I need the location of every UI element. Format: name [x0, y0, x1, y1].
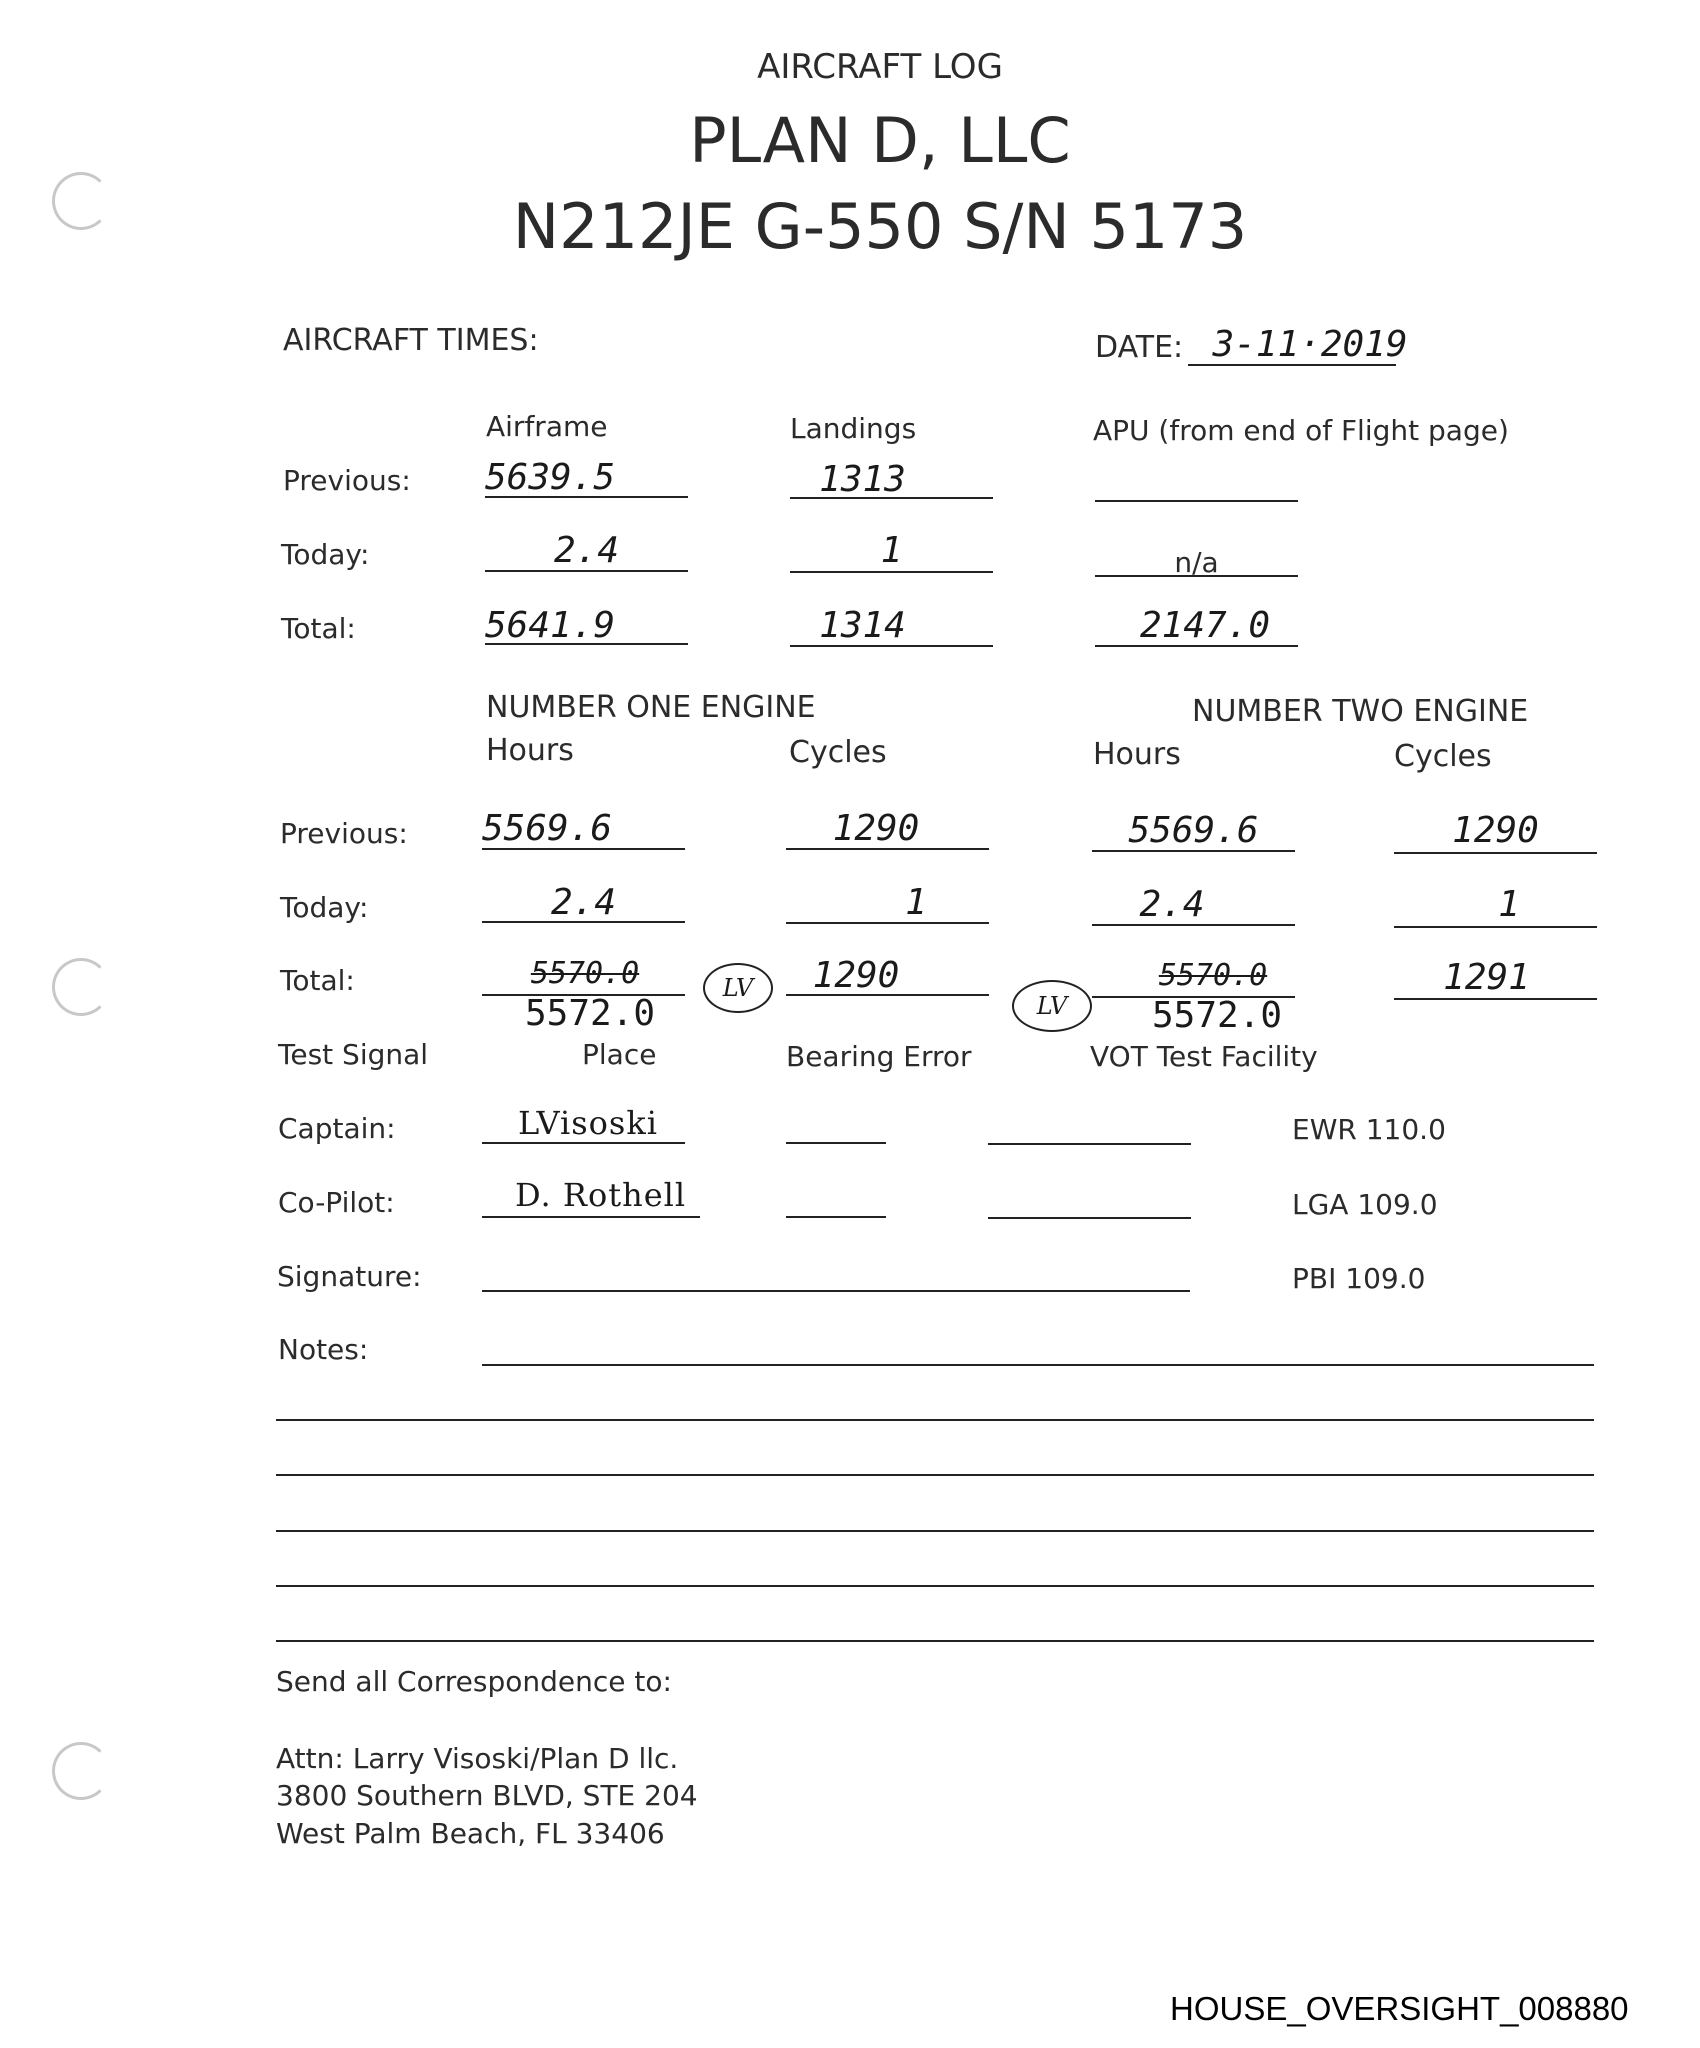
- e1-cycles-today-line: [786, 922, 989, 924]
- landings-today-value: 1: [880, 530, 903, 571]
- e1-hours-total: 5572.0: [524, 993, 656, 1034]
- apu-previous-line: [1095, 500, 1298, 502]
- correspondence-heading: Send all Correspondence to:: [276, 1665, 672, 1698]
- airframe-total-line: [485, 643, 688, 645]
- date-label: DATE:: [1095, 330, 1184, 365]
- copilot-label: Co-Pilot:: [278, 1186, 395, 1219]
- vot-facility-ewr: EWR 110.0: [1292, 1113, 1446, 1146]
- airframe-previous-value: 5639.5: [485, 457, 616, 498]
- aircraft-id: N212JE G-550 S/N 5173: [512, 190, 1248, 263]
- airframe-today-line: [485, 570, 688, 572]
- engines-previous-label: Previous:: [280, 817, 408, 850]
- apu-today-line: [1095, 575, 1298, 577]
- e1-hours-previous-line: [482, 848, 685, 850]
- times-total-label: Total:: [281, 612, 356, 645]
- copilot-place-line: [482, 1216, 700, 1218]
- log-subtitle: AIRCRAFT LOG: [757, 47, 1003, 87]
- signature-line: [482, 1290, 1190, 1292]
- e2-hours-total-struck: 5570.0: [1158, 958, 1268, 993]
- place-label: Place: [582, 1038, 657, 1071]
- engine-one-label: NUMBER ONE ENGINE: [486, 690, 816, 725]
- landings-previous-line: [790, 497, 993, 499]
- notes-line-6: [276, 1640, 1594, 1642]
- e2-cycles-total: 1291: [1443, 957, 1530, 998]
- notes-line-5: [276, 1585, 1594, 1587]
- e2-cycles-today-line: [1394, 926, 1597, 928]
- captain-bearing-line: [786, 1142, 886, 1144]
- e1-hours-today-line: [482, 921, 685, 923]
- times-previous-label: Previous:: [283, 464, 411, 497]
- engine-one-cycles-header: Cycles: [789, 735, 887, 770]
- notes-label: Notes:: [278, 1333, 369, 1366]
- apu-total-value: 2147.0: [1139, 605, 1271, 646]
- copilot-bearing-line: [786, 1216, 886, 1218]
- notes-line-1: [482, 1364, 1594, 1366]
- engine-two-hours-header: Hours: [1093, 737, 1181, 772]
- captain-signature: LVisoski: [518, 1104, 658, 1142]
- apu-column-header: APU (from end of Flight page): [1093, 414, 1509, 447]
- signature-label: Signature:: [277, 1260, 422, 1293]
- company-name: PLAN D, LLC: [689, 104, 1071, 177]
- captain-facility-line: [988, 1143, 1191, 1145]
- e1-cycles-total: 1290: [812, 955, 900, 996]
- e2-hours-previous: 5569.6: [1128, 810, 1259, 851]
- captain-label: Captain:: [278, 1112, 396, 1145]
- binder-hole-middle: [52, 958, 110, 1016]
- date-underline: [1188, 364, 1396, 366]
- e1-cycles-previous: 1290: [832, 808, 920, 849]
- e2-hours-today: 2.4: [1139, 884, 1205, 925]
- bates-number: HOUSE_OVERSIGHT_008880: [1170, 1990, 1629, 2027]
- engines-today-label: Today:: [280, 891, 369, 924]
- e1-cycles-today: 1: [905, 882, 927, 923]
- airframe-today-value: 2.4: [553, 530, 620, 571]
- landings-column-header: Landings: [790, 412, 917, 445]
- e2-cycles-previous: 1290: [1452, 810, 1539, 851]
- e1-hours-today: 2.4: [550, 882, 617, 923]
- airframe-previous-line: [485, 496, 688, 498]
- copilot-signature: D. Rothell: [515, 1176, 687, 1214]
- e2-hours-previous-line: [1092, 850, 1295, 852]
- e2-cycles-today: 1: [1498, 884, 1520, 925]
- binder-hole-bottom: [52, 1742, 110, 1800]
- times-today-label: Today:: [281, 538, 370, 571]
- airframe-column-header: Airframe: [486, 410, 608, 443]
- notes-line-4: [276, 1530, 1594, 1532]
- vot-facility-pbi: PBI 109.0: [1292, 1262, 1426, 1295]
- captain-place-line: [482, 1142, 685, 1144]
- e2-cycles-total-line: [1394, 998, 1597, 1000]
- airframe-total-value: 5641.9: [485, 605, 616, 646]
- landings-total-line: [790, 645, 993, 647]
- bearing-error-label: Bearing Error: [786, 1040, 972, 1073]
- e1-correction-initials: LV: [703, 963, 773, 1013]
- test-signal-label: Test Signal: [278, 1038, 429, 1071]
- apu-today-value: n/a: [1174, 546, 1219, 579]
- copilot-facility-line: [988, 1217, 1191, 1219]
- landings-total-value: 1314: [819, 605, 906, 646]
- e1-hours-previous: 5569.6: [482, 808, 613, 849]
- landings-previous-value: 1313: [819, 459, 906, 500]
- e1-cycles-previous-line: [786, 848, 989, 850]
- correspondence-city: West Palm Beach, FL 33406: [276, 1817, 665, 1850]
- engine-two-label: NUMBER TWO ENGINE: [1192, 694, 1529, 729]
- e2-correction-initials: LV: [1012, 980, 1092, 1032]
- e1-hours-total-struck: 5570.0: [530, 956, 640, 991]
- landings-today-line: [790, 571, 993, 573]
- e1-cycles-total-line: [786, 994, 989, 996]
- apu-total-line: [1095, 645, 1298, 647]
- vot-facility-lga: LGA 109.0: [1292, 1188, 1438, 1221]
- aircraft-times-label: AIRCRAFT TIMES:: [283, 323, 539, 358]
- engine-one-hours-header: Hours: [486, 733, 574, 768]
- vot-facility-label: VOT Test Facility: [1090, 1040, 1318, 1073]
- e2-cycles-previous-line: [1394, 852, 1597, 854]
- date-value: 3-11·2019: [1212, 324, 1408, 365]
- correspondence-street: 3800 Southern BLVD, STE 204: [276, 1779, 698, 1812]
- correspondence-attn: Attn: Larry Visoski/Plan D llc.: [276, 1742, 679, 1775]
- engines-total-label: Total:: [280, 964, 355, 997]
- engine-two-cycles-header: Cycles: [1394, 739, 1492, 774]
- e2-hours-total: 5572.0: [1151, 995, 1283, 1036]
- notes-line-2: [276, 1419, 1594, 1421]
- notes-line-3: [276, 1474, 1594, 1476]
- e2-hours-today-line: [1092, 924, 1295, 926]
